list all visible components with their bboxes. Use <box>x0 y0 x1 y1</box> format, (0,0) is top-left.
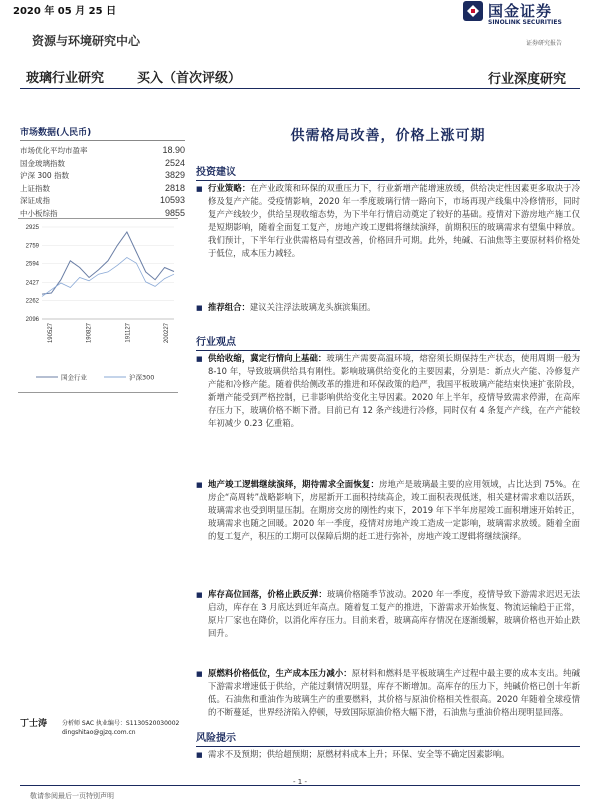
bullet-text: 行业策略：在产业政策和环保的双重压力下，行业新增产能增速放缓，供给决定性因素更多取决于冷修及复产产能。受疫情影响，2020 年一季度玻璃行情一路向下，市场再现产线集中冷修情形，同时复产产线较少，供给呈现收缩态势，为下半年行情启动奠定了较好的基础。疫情对下游房地产施工仅是短期影响，随着全面复工复产，房地产竣工逻辑将继续演绎，前期积压的玻璃需求有望集中释放。我们预计，下半年行业供需格局有望改善，价格回升可期。此外，纯碱、石油焦等主要原材料价格处于低位，成本压力减轻。 <box>208 183 581 259</box>
market-row <box>20 170 185 183</box>
y-tick-label: 2262 <box>25 298 39 305</box>
legend-label: 沪深300 <box>129 373 155 382</box>
logo-subtitle: 证券研究报告 <box>526 40 563 47</box>
logo-name-en: SINOLINK SECURITIES <box>488 19 562 26</box>
bullet-item <box>196 301 580 314</box>
market-row <box>20 145 185 158</box>
market-row <box>20 158 185 171</box>
bullet-text: 供给收缩，冀定行情向上基础：玻璃生产需要高温环境，熔窑须长期保持生产状态，使用周期一般为 8-10 年，导致玻璃供给具有刚性。影响玻璃供给变化的主要因素，分别是：新点火产能、冷修复产产能和冷修产能。随着供给侧改革的推进和环保政策的趋严，我国平板玻璃产能结束快速扩张阶段，新增产能受到严格控制，已非影响供给变化主导因素。2020 年上半年，疫情导致需求停滞，在高库存压力下，玻璃价格不断下滑。目前已有 12 条产线进行冷修，同时仅有 4 条复产产线，在产产能较年初减少 0.23 亿重箱。 <box>208 353 580 429</box>
x-tick-label: 200227 <box>164 323 170 344</box>
department: 资源与环境研究中心 <box>32 34 141 48</box>
bullet-text: 推荐组合：建议关注浮法玻璃龙头旗滨集团。 <box>208 302 376 312</box>
analyst-license: 分析师 SAC 执业编号：S1130520030002 <box>62 720 180 727</box>
logo-name-cn: 国金证券 <box>488 2 553 20</box>
index-chart <box>18 218 178 393</box>
series-line-industry <box>42 232 174 294</box>
market-data-table <box>20 145 185 220</box>
bullet-text: 库存高位回落，价格止跌反弹：玻璃价格随季节波动。2020 年一季度，疫情导致下游需求迟迟无法启动，库存在 3 月底达到近年高点。随着复工复产的推进，下游需求开始恢复、物流运输趋于正常，原片厂家也在降价，以消化库存压力。目前来看，玻璃高库存情况在逐渐缓解，玻璃价格也开始止跌回升。 <box>208 589 580 639</box>
rating: 买入（首次评级） <box>137 71 242 86</box>
market-row <box>20 195 185 208</box>
y-tick-label: 2925 <box>25 225 39 231</box>
analyst-email: dingshitao@gjzq.com.cn <box>62 729 136 736</box>
bullet-text: 地产竣工逻辑继续演绎，期待需求全面恢复：房地产是玻璃最主要的应用领域，占比达到 75%。在房企“高周转”战略影响下，房屋新开工面积持续高企，竣工面积表现低迷，相关建材需求难以活跃，玻璃需求也受到明显压制。在期房交房的刚性约束下，2019 年下半年房屋竣工面积增速开始转正，玻璃需求也随之回暖。2020 年一季度，疫情对房地产竣工造成一定影响，玻璃需求放缓。随着全面的复工复产，积压的工期可以保障后期的赶工进行弥补，房地产竣工逻辑将继续演绎。 <box>208 479 580 542</box>
section-industry-view: 行业观点 <box>196 333 580 351</box>
market-value: 3829 <box>164 170 185 180</box>
y-tick-label: 2096 <box>25 317 39 323</box>
market-label: 上证指数 <box>20 183 50 193</box>
title-row <box>20 65 580 89</box>
bullet-item <box>196 588 580 640</box>
bullet-text: 需求不及预期；供给超预期；原燃材料成本上升；环保、安全等不确定因素影响。 <box>208 749 510 759</box>
x-tick-label: 191127 <box>125 323 132 343</box>
company-logo <box>462 0 574 34</box>
x-tick-label: 190827 <box>86 323 93 344</box>
bullet-item <box>196 748 580 761</box>
index-chart-svg <box>18 219 178 394</box>
page-number: - 1 - <box>293 778 307 786</box>
bullet-square-icon: ■ <box>196 591 203 599</box>
y-tick-label: 2427 <box>25 280 39 287</box>
bullet-item <box>196 182 580 261</box>
report-type: 行业深度研究 <box>487 72 566 87</box>
y-tick-label: 2759 <box>25 243 39 250</box>
market-value: 9855 <box>164 207 185 218</box>
market-label: 市场优化平均市盈率 <box>20 146 88 155</box>
bullet-square-icon: ■ <box>196 670 203 678</box>
footer-divider <box>20 785 580 786</box>
market-data-panel <box>20 125 185 220</box>
bullet-square-icon: ■ <box>196 304 203 312</box>
y-tick-label: 2594 <box>25 261 39 268</box>
section-risk: 风险提示 <box>196 729 580 747</box>
legend-label: 国金行业 <box>61 373 87 382</box>
section-investment-advice: 投资建议 <box>196 163 580 181</box>
bullet-square-icon: ■ <box>196 751 203 759</box>
industry-title: 玻璃行业研究 <box>26 71 105 86</box>
bullet-text: 原燃料价格低位，生产成本压力减小：原材料和燃料是平板玻璃生产过程中最主要的成本支出。纯碱下游需求增速低于供给，产能过剩情况明显，库存不断增加。高库存的压力下，纯碱价格已创十年新低。石油焦和重油作为玻璃生产的重要燃料，其价格与原油价格相关性很高。2020 年随着全球疫情的不断蔓延，世界经济陷入停顿，导致国际原油价格大幅下滑，石油焦与重油价格出现明显回落。 <box>208 668 581 718</box>
bullet-square-icon: ■ <box>196 481 203 489</box>
market-label: 中小板综指 <box>20 208 58 218</box>
main-content <box>196 125 581 759</box>
headline: 供需格局改善，价格上涨可期 <box>290 128 486 144</box>
market-label: 深证成指 <box>20 196 50 205</box>
market-data-title: 市场数据(人民币) <box>20 125 185 141</box>
market-label: 沪深 300 指数 <box>20 171 70 180</box>
market-value: 2524 <box>164 157 185 168</box>
market-label: 国金玻璃指数 <box>20 158 65 168</box>
bullet-item <box>196 478 580 543</box>
bullet-item <box>196 352 580 431</box>
market-row <box>20 183 185 196</box>
footer-note: 敬请参阅最后一页特别声明 <box>30 792 114 800</box>
sinolink-logo-icon <box>462 0 484 22</box>
bullet-square-icon: ■ <box>196 185 203 193</box>
report-date: 2020 年 05 月 25 日 <box>13 6 117 17</box>
analyst-name: 丁士涛 <box>20 719 48 729</box>
market-value: 2818 <box>164 182 185 193</box>
x-tick-label: 190527 <box>48 323 54 344</box>
bullet-item <box>196 667 580 719</box>
bullet-square-icon: ■ <box>196 355 203 363</box>
market-value: 18.90 <box>162 145 185 155</box>
market-value: 10593 <box>159 195 185 205</box>
